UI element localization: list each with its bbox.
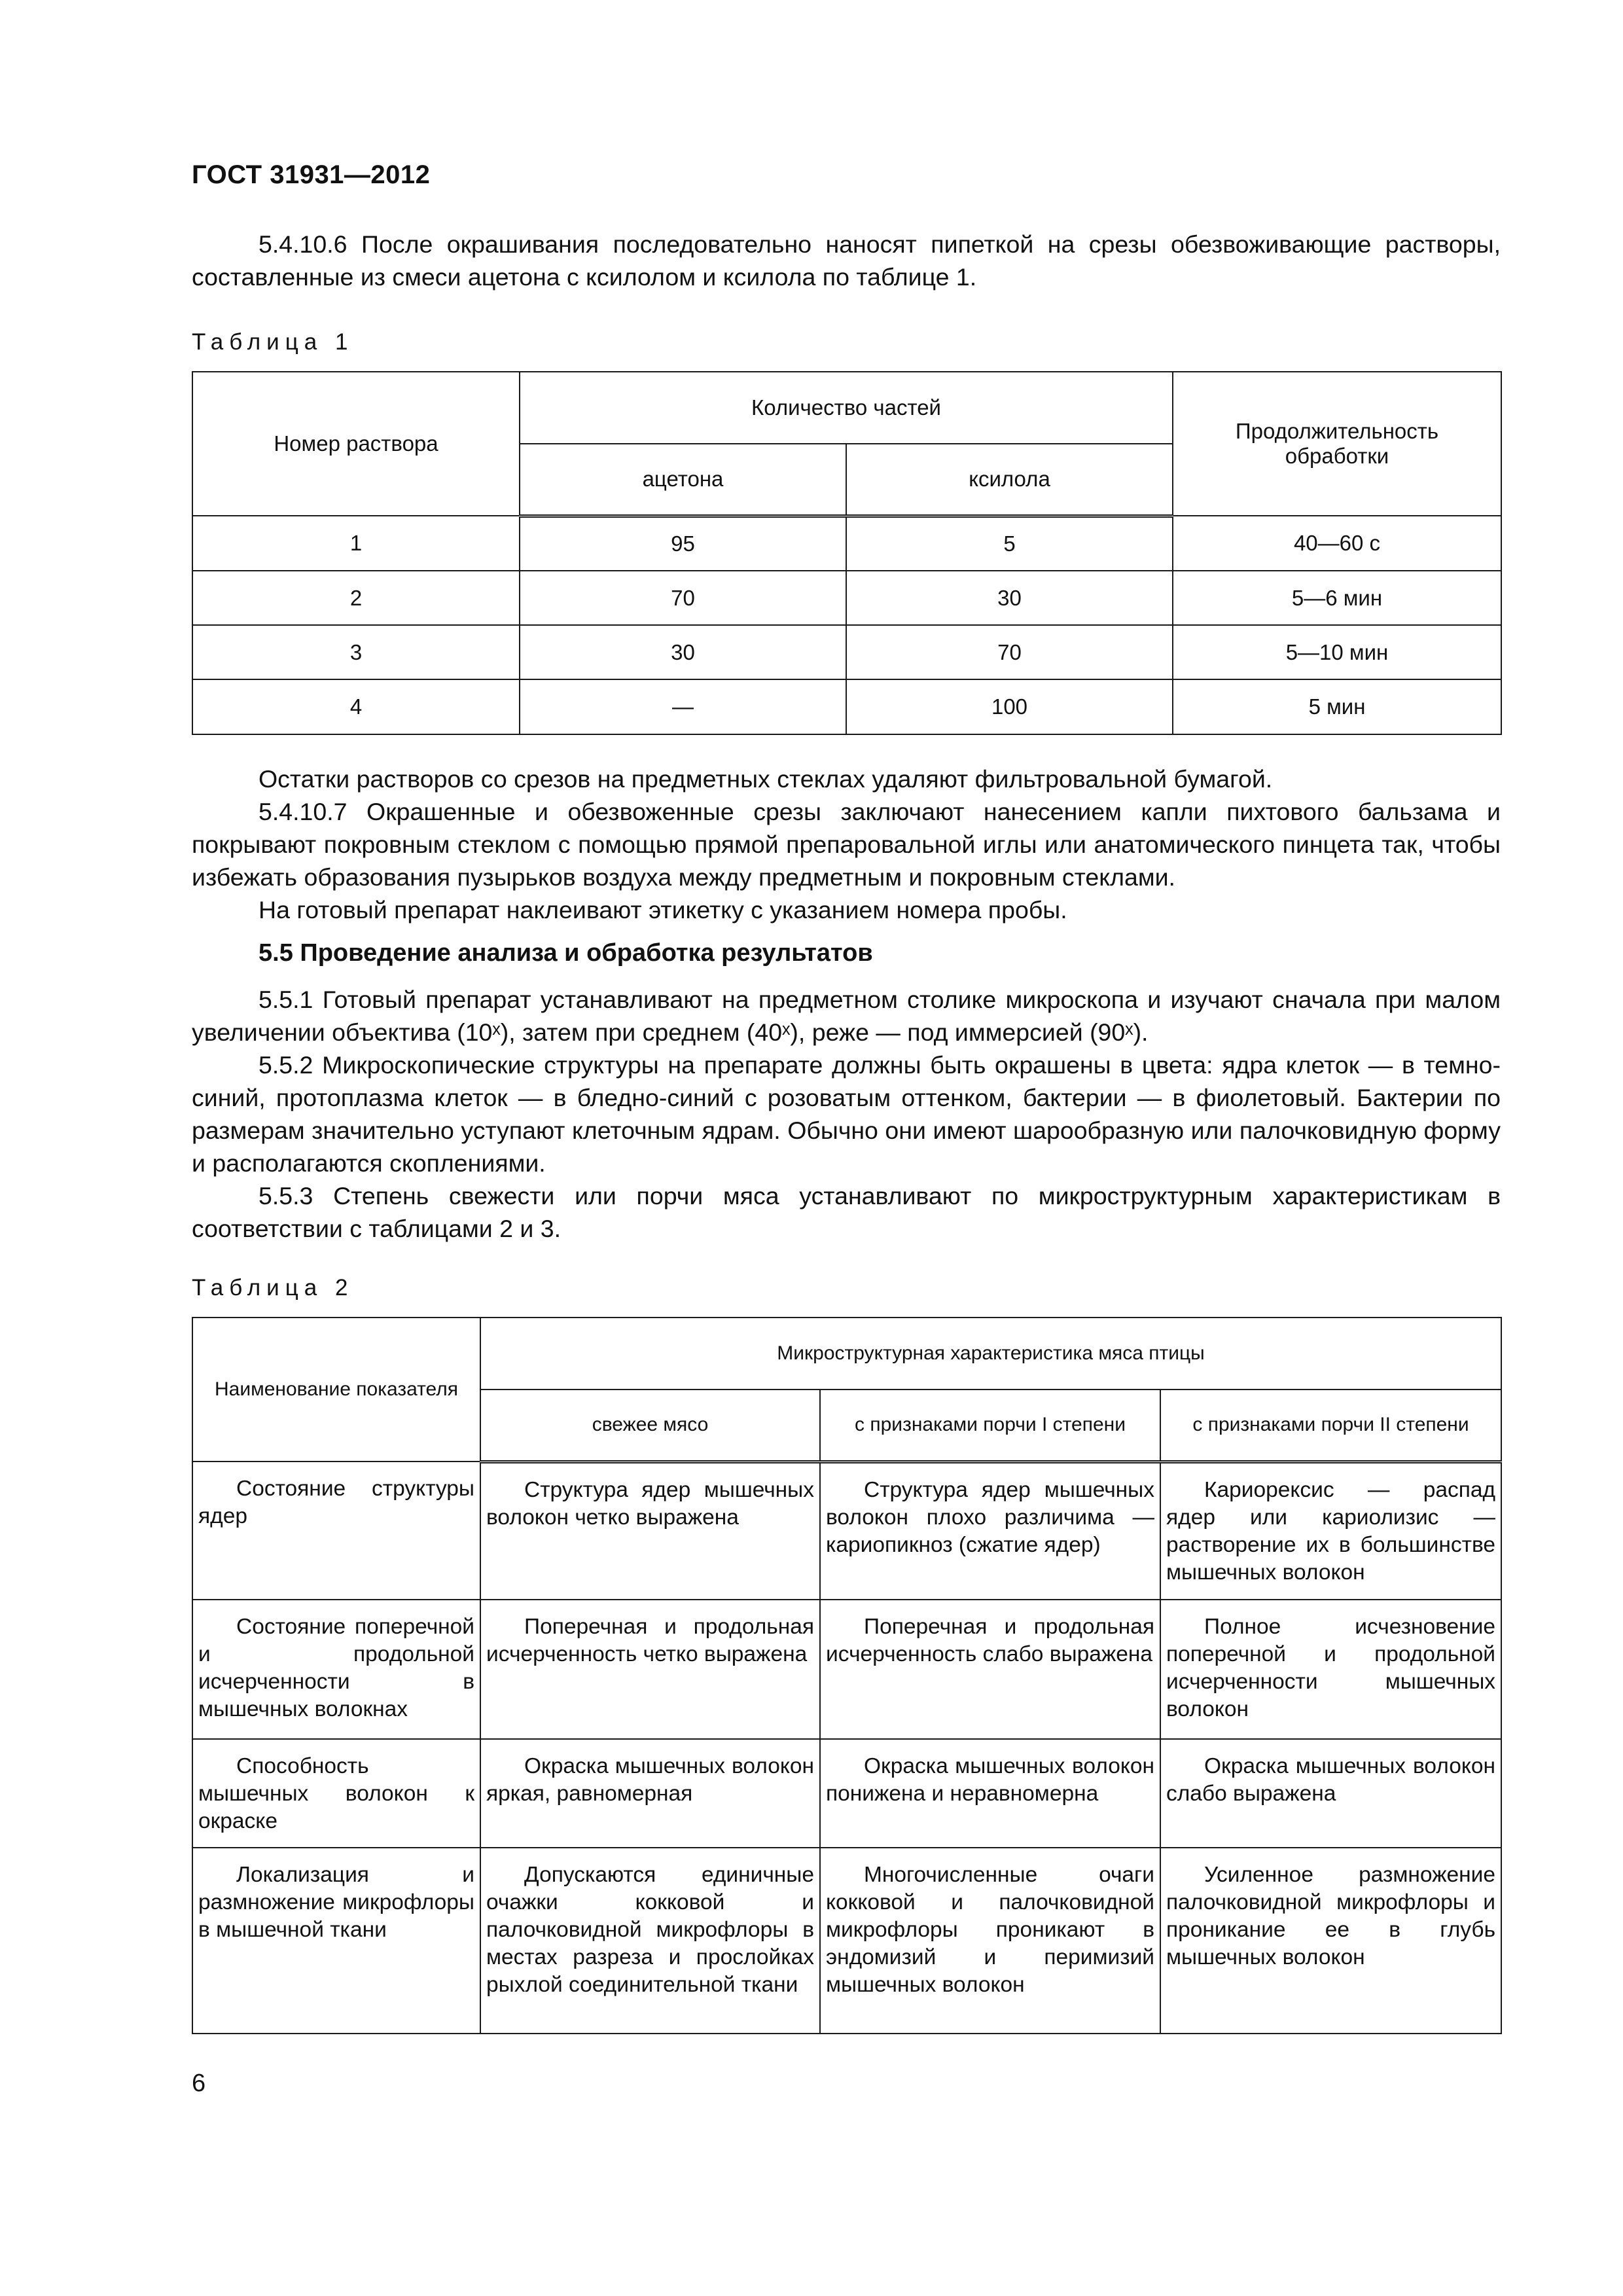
section-title-5-5: 5.5 Проведение анализа и обработка результатов [259,939,873,967]
paragraph-5-4-10-6: 5.4.10.6 После окрашивания последовательно наносят пипеткой на срезы обезвоживающие растворы, составленные из смеси ацетона с ксилолом и ксилола по таблице 1. [192,230,1501,291]
cell-acetone: 95 [520,516,846,571]
cell-acetone: — [520,679,846,734]
cell-fresh: Поперечная и продольная исчерченность четко выражена [480,1600,820,1739]
cell-indicator: Состояние поперечной и продольной исчерченности в мышечных волокнах [192,1600,480,1739]
paragraph-5-4-10-7: 5.4.10.7 Окрашенные и обезвоженные срезы заключают нанесением капли пихтового бальзама и покрывают покровным стеклом с помощью прямой препаровальной иглы или анатомического пинцета так, чтобы избежать образования пузырьков воздуха между предметным и покровным стеклами. [192,798,1501,891]
col-duration: Продолжительность обработки [1173,372,1501,516]
col-parts-count: Количество частей [520,372,1173,444]
table-row [192,1600,1501,1739]
table-row [192,516,1501,571]
document-page [192,0,1501,2296]
cell-solution-number: 2 [192,571,520,625]
col-acetone: ацетона [520,444,846,516]
col-indicator: Наименование показателя [192,1318,480,1462]
cell-spoil-1: Многочисленные очаги кокковой и палочковидной микрофлоры проникают в эндомизий и перимизий мышечных волокон [820,1848,1160,2034]
cell-solution-number: 4 [192,679,520,734]
cell-xylene: 30 [846,571,1173,625]
table-2 [192,1317,1502,2034]
cell-spoil-2: Усиленное размножение палочковидной микрофлоры и проникание ее в глубь мышечных волокон [1160,1848,1501,2034]
cell-solution-number: 1 [192,516,520,571]
cell-duration: 40—60 с [1173,516,1501,571]
cell-spoil-2: Полное исчезновение поперечной и продольной исчерченности мышечных волокон [1160,1600,1501,1739]
cell-duration: 5 мин [1173,679,1501,734]
col-spoil-1: с признаками порчи I степени [820,1390,1160,1462]
cell-spoil-1: Поперечная и продольная исчерченность слабо выражена [820,1600,1160,1739]
cell-acetone: 30 [520,625,846,679]
cell-xylene: 70 [846,625,1173,679]
table-row [192,571,1501,625]
cell-duration: 5—6 мин [1173,571,1501,625]
paragraph-5-5-1: 5.5.1 Готовый препарат устанавливают на предметном столике микроскопа и изучают сначала при малом увеличении объектива (10ˣ), затем при среднем (40ˣ), реже — под иммерсией (90ˣ). [192,986,1501,1046]
col-spoil-2: с признаками порчи II степени [1160,1390,1501,1462]
cell-spoil-2: Окраска мышечных волокон слабо выражена [1160,1739,1501,1848]
cell-indicator: Состояние структуры ядер [192,1462,480,1600]
cell-duration: 5—10 мин [1173,625,1501,679]
cell-spoil-2: Кариорексис — распад ядер или кариолизис — растворение их в большинстве мышечных волокон [1160,1462,1501,1600]
paragraph-label: На готовый препарат наклеивают этикетку с указанием номера пробы. [259,896,1067,924]
table-1 [192,371,1502,735]
table-2-caption: Таблица 2 [192,1275,354,1300]
paragraph-5-5-3: 5.5.3 Степень свежести или порчи мяса устанавливают по микроструктурным характеристикам в соответствии с таблицами 2 и 3. [192,1182,1501,1242]
table-1-caption: Таблица 1 [192,329,354,355]
table-row [192,1848,1501,2034]
paragraph-remains: Остатки растворов со срезов на предметных стеклах удаляют фильтровальной бумагой. [259,765,1273,793]
cell-fresh: Структура ядер мышечных волокон четко выражена [480,1462,820,1600]
cell-indicator: Локализация и размножение микрофлоры в мышечной ткани [192,1848,480,2034]
col-xylene: ксилола [846,444,1173,516]
cell-indicator: Способность мышечных волокон к окраске [192,1739,480,1848]
cell-spoil-1: Окраска мышечных волокон понижена и неравномерна [820,1739,1160,1848]
cell-fresh: Окраска мышечных волокон яркая, равномерная [480,1739,820,1848]
col-solution-number: Номер раствора [192,372,520,516]
cell-xylene: 100 [846,679,1173,734]
standard-code-header: ГОСТ 31931—2012 [192,160,431,189]
col-characteristic: Микроструктурная характеристика мяса птицы [480,1318,1501,1390]
table-row [192,1739,1501,1848]
cell-acetone: 70 [520,571,846,625]
cell-xylene: 5 [846,516,1173,571]
col-fresh: свежее мясо [480,1390,820,1462]
paragraph-5-5-2: 5.5.2 Микроскопические структуры на препарате должны быть окрашены в цвета: ядра клеток — в темно-синий, протоплазма клеток — в бледно-синий с розоватым оттенком, бактерии — в фиолетовый. Бактерии по размерам значительно уступают клеточным ядрам. Обычно они имеют шарообразную или палочковидную форму и располагаются скоплениями. [192,1051,1501,1177]
table-row [192,679,1501,734]
table-row [192,1462,1501,1600]
table-row [192,625,1501,679]
cell-fresh: Допускаются единичные очажки кокковой и палочковидной микрофлоры в местах разреза и прослойках рыхлой соединительной ткани [480,1848,820,2034]
cell-spoil-1: Структура ядер мышечных волокон плохо различима — кариопикноз (сжатие ядер) [820,1462,1160,1600]
page-number: 6 [192,2070,206,2097]
cell-solution-number: 3 [192,625,520,679]
